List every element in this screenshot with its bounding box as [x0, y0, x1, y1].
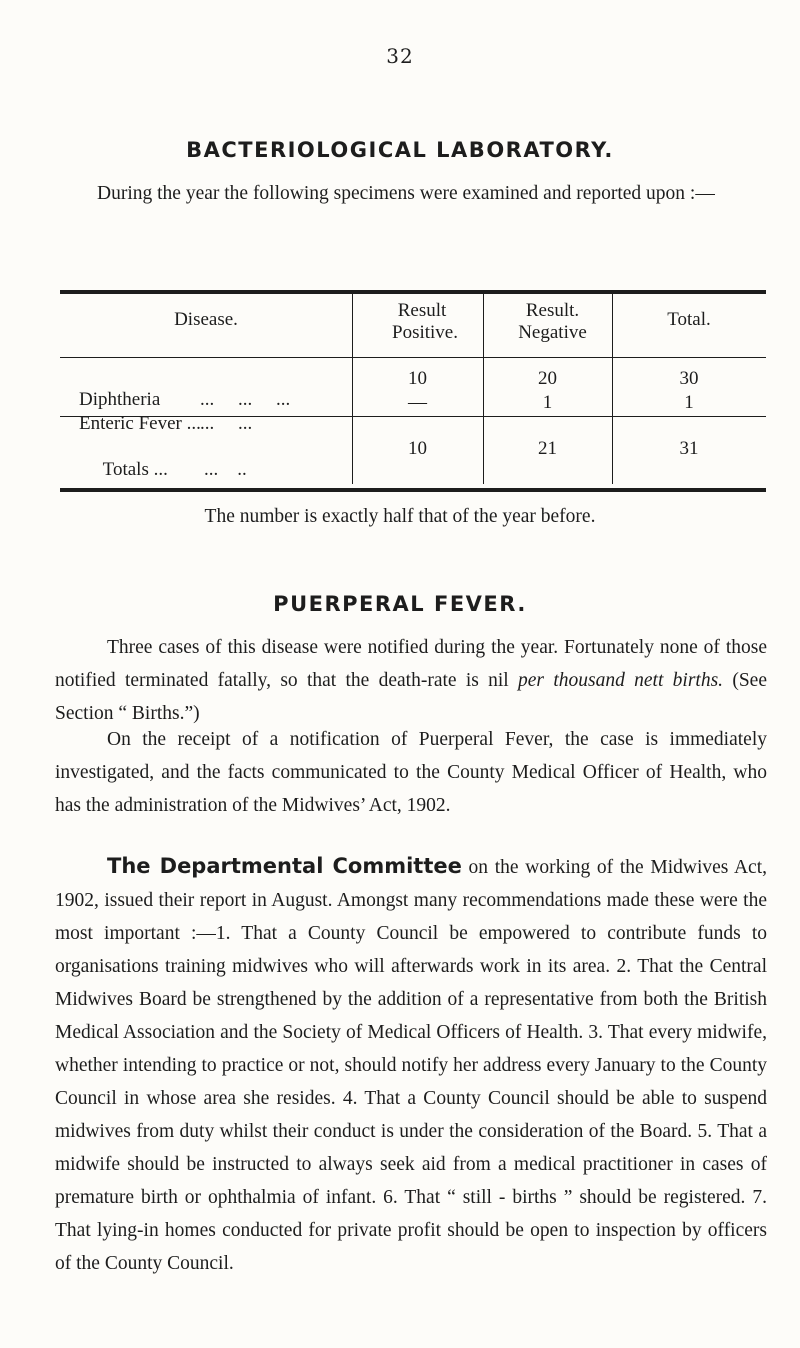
table-cell-positive: — [408, 392, 427, 413]
table-row-enteric-label: Enteric Fever ... ... ... [79, 413, 253, 434]
bacteriology-intro: During the year the following specimens were examined and reported upon :— [97, 183, 715, 204]
puerperal-paragraph-2: On the receipt of a notification of Puerperal Fever, the case is immediately investigated, and the facts communicated to the County Medical Officer of Health, who has the administration of the Midwives’ Act, 1902. [55, 729, 767, 816]
table-cell-total: 1 [684, 392, 694, 413]
specimen-table [60, 290, 766, 492]
committee-lead: The Departmental Committee [107, 854, 462, 878]
table-cell-negative: 20 [538, 368, 557, 389]
header-result-negative: Result. Negative [518, 300, 587, 343]
bacteriology-note: The number is exactly half that of the year before. [204, 506, 596, 527]
table-cell-total: 30 [679, 368, 699, 389]
bacteriology-heading: BACTERIOLOGICAL LABORATORY. [186, 138, 614, 162]
puerperal-heading: PUERPERAL FEVER. [273, 592, 527, 616]
table-cell-negative: 1 [542, 392, 553, 413]
table-row-diphtheria-label: Diphtheria ... ... ... [79, 389, 291, 410]
committee-paragraph: The Departmental Committee on the working of the Midwives Act, 1902, issued their report in August. Amongst many recommendations made these were the most important :—1. That a County Council be empowered to contribute funds to organisations training midwives who will afterwards work in its area. 2. That the Central Midwives Board be strengthened by the addition of a representative from both the British Medical Association and the Society of Medical Officers of Health. 3. That every midwife, whether intending to practice or not, should notify her address every January to the County Council in whose area she resides. 4. That a County Council should be able to suspend midwives from duty whilst their conduct is under the consideration of the Board. 5. That a midwife should be instructed to always seek aid from a medical practitioner in cases of premature birth or ophthalmia of infant. 6. That “ still - births ” should be registered. 7. That lying-in homes conducted for private profit should be open to inspection by officers of the County Council. [55, 854, 767, 1274]
table-totals-positive: 10 [408, 438, 427, 459]
puerperal-paragraph-1: Three cases of this disease were notified during the year. Fortunately none of those notified terminated fatally, so that the death-rate is nil per thousand nett births. (See Section “ Births.”) [55, 637, 767, 724]
header-disease: Disease. [174, 309, 238, 330]
header-result-positive: Result Positive. [392, 300, 458, 343]
table-totals-negative: 21 [538, 438, 557, 459]
page-number: 32 [386, 44, 414, 68]
table-cell-positive: 10 [408, 368, 427, 389]
header-total: Total. [667, 309, 711, 330]
table-totals-label: Totals ... ... .. [102, 459, 247, 480]
table-totals-total: 31 [679, 438, 699, 459]
